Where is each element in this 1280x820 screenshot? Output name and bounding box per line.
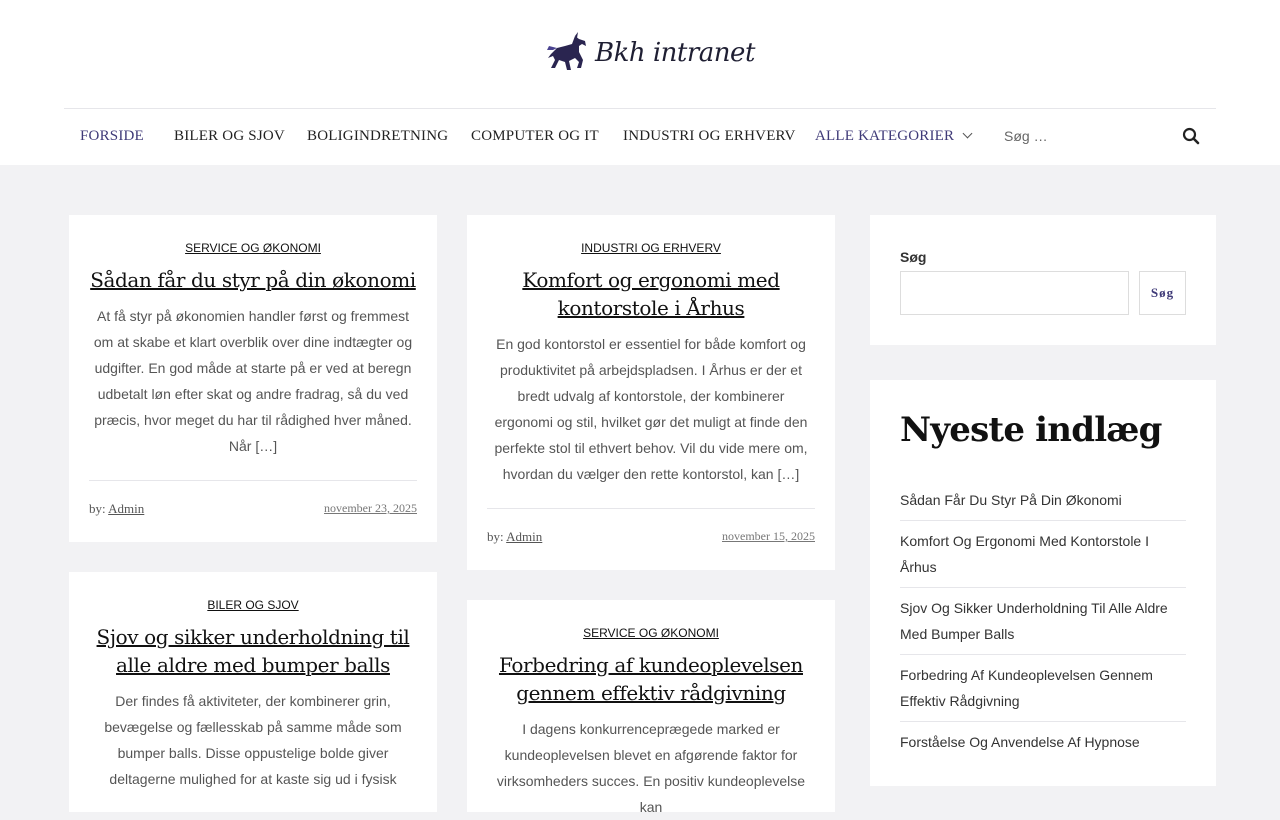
search-label: Søg [900, 249, 927, 265]
post-excerpt: Der findes få aktiviteter, der kombinerer grin, bevægelse og fællesskab på samme måde som bumper balls. Disse oppustelige bolde giver deltagerne mulighed for at kaste sig ud i fysisk [104, 693, 402, 787]
post-meta [89, 501, 417, 517]
post-card [69, 572, 437, 812]
nav-item-biler-og-sjov[interactable]: BILER OG SJOV [174, 128, 285, 144]
recent-post-link[interactable]: Forbedring Af Kundeoplevelsen Gennem Effektiv Rådgivning [900, 655, 1186, 722]
main-navigation [0, 108, 1280, 165]
nav-item-boligindretning[interactable]: BOLIGINDRETNING [307, 128, 449, 144]
post-excerpt: En god kontorstol er essentiel for både komfort og produktivitet på arbejdspladsen. I Århus er der et bredt udvalg af kontorstole, der kombinerer ergonomi og stil, hvilket gør det muligt at finde den perfekte stol til ethvert behov. Vil du vide mere om, hvordan du vælger den rette kontorstol, kan […] [494, 336, 808, 482]
post-author-prefix: by: [89, 501, 106, 516]
post-title-link[interactable]: Forbedring af kundeoplevelsen gennem effektiv rådgivning [498, 653, 803, 705]
post-meta-divider [89, 480, 417, 481]
post-author [89, 501, 144, 516]
sidebar-search-input[interactable] [900, 271, 1129, 315]
post-author [487, 529, 542, 544]
post-category-link[interactable]: SERVICE OG ØKONOMI [185, 241, 321, 255]
post-category-link[interactable]: INDUSTRI OG ERHVERV [581, 241, 721, 255]
post-meta [487, 529, 815, 545]
site-title: Bkh intranet [595, 38, 755, 68]
post-title-link[interactable]: Sjov og sikker underholdning til alle aldre med bumper balls [96, 625, 410, 677]
site-logo[interactable] [545, 30, 755, 76]
post-card [467, 600, 835, 815]
recent-post-link[interactable]: Forståelse Og Anvendelse Af Hypnose [900, 734, 1140, 750]
nav-item-forside[interactable]: FORSIDE [80, 128, 144, 144]
post-title-link[interactable]: Sådan får du styr på din økonomi [90, 268, 416, 292]
recent-post-link[interactable]: Komfort Og Ergonomi Med Kontorstole I Århus [900, 521, 1186, 588]
site-header [0, 0, 1280, 108]
post-card [69, 215, 437, 542]
post-author-link[interactable]: Admin [506, 529, 543, 544]
unicorn-icon [545, 32, 589, 74]
recent-posts-list [900, 480, 1186, 762]
chevron-down-icon [963, 129, 973, 139]
post-title-link[interactable]: Komfort og ergonomi med kontorstole i Århus [522, 268, 780, 320]
sidebar-search-widget [870, 215, 1216, 345]
post-excerpt: I dagens konkurrenceprægede marked er kundeoplevelsen blevet en afgørende faktor for virksomheders succes. En positiv kundeoplevelse kan [496, 721, 806, 815]
recent-post-link[interactable]: Sjov Og Sikker Underholdning Til Alle Aldre Med Bumper Balls [900, 588, 1186, 655]
post-category-link[interactable]: BILER OG SJOV [207, 598, 299, 612]
search-button[interactable]: Søg [1139, 271, 1186, 315]
widget-title: Nyeste indlæg [900, 410, 1162, 450]
post-date-link[interactable]: november 15, 2025 [722, 529, 815, 543]
recent-post-link[interactable]: Sådan Får Du Styr På Din Økonomi [900, 480, 1186, 521]
nav-item-alle-kategorier[interactable] [815, 108, 971, 165]
header-search [988, 117, 1216, 155]
post-date-link[interactable]: november 23, 2025 [324, 501, 417, 515]
nav-item-industri-og-erhverv[interactable]: INDUSTRI OG ERHVERV [623, 128, 796, 144]
nav-item-computer-og-it[interactable]: COMPUTER OG IT [471, 128, 599, 144]
post-author-prefix: by: [487, 529, 504, 544]
post-card [467, 215, 835, 570]
post-category-link[interactable]: SERVICE OG ØKONOMI [583, 626, 719, 640]
post-excerpt: At få styr på økonomien handler først og fremmest om at skabe et klart overblik over dine indtægter og udgifter. En god måde at starte på er ved at beregn udbetalt løn efter skat og andre fradrag, så du ved præcis, hvor meget du har til rådighed hver måned. Når […] [93, 308, 413, 454]
post-author-link[interactable]: Admin [108, 501, 145, 516]
post-meta-divider [487, 508, 815, 509]
recent-posts-widget [870, 380, 1216, 786]
search-icon[interactable] [1182, 127, 1200, 145]
nav-item-alle-kategorier-label: ALLE KATEGORIER [815, 128, 955, 144]
